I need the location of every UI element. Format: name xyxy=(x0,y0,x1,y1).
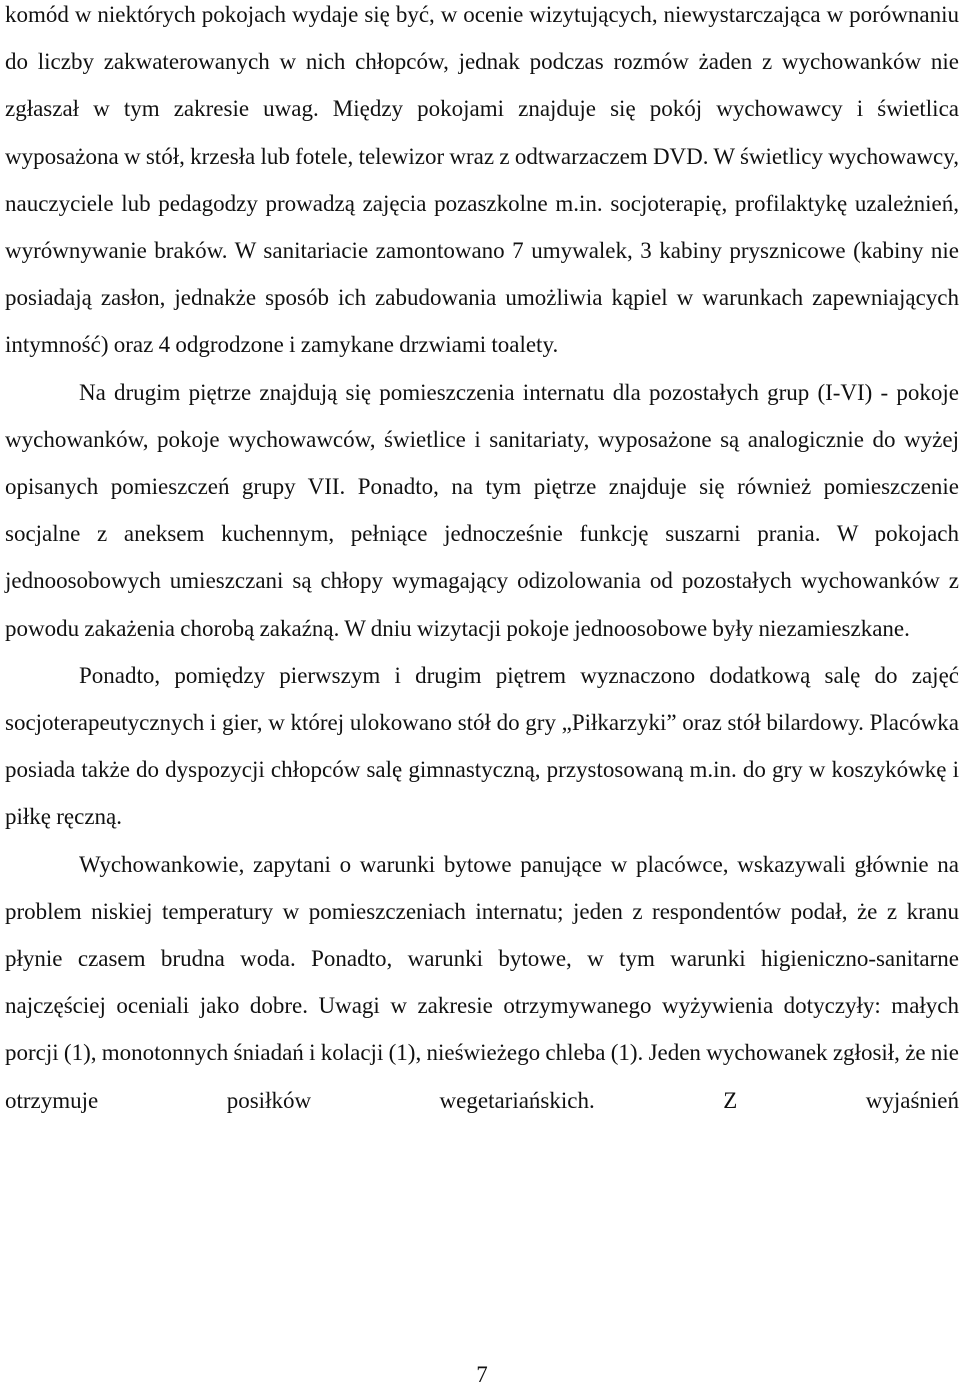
paragraph-3: Ponadto, pomiędzy pierwszym i drugim piętrem wyznaczono dodatkową salę do zajęć socjoterapeutycznych i gier, w której ulokowano stół do gry „Piłkarzyki” oraz stół bilardowy. Placówka posiada także do dyspozycji chłopców salę gimnastyczną, przystosowaną m.in. do gry w koszykówkę i piłkę ręczną. xyxy=(5,662,959,830)
page-number: 7 xyxy=(476,1362,488,1387)
paragraph-2: Na drugim piętrze znajdują się pomieszczenia internatu dla pozostałych grup (I-VI) - pokoje wychowanków, pokoje wychowawców, świetlice i sanitariaty, wyposażone są analogicznie do wyżej opisanych pomieszczeń grupy VII. Ponadto, na tym piętrze znajduje się również pomieszczenie socjalne z aneksem kuchennym, pełniące jednocześnie funkcję suszarni prania. W pokojach jednoosobowych umieszczani są chłopy wymagający odizolowania od pozostałych wychowanków z powodu zakażenia chorobą zakaźną. W dniu wizytacji pokoje jednoosobowe były niezamieszkane. xyxy=(5,379,959,641)
document-page xyxy=(5,0,959,1393)
paragraph-1: komód w niektórych pokojach wydaje się być, w ocenie wizytujących, niewystarczająca w porównaniu do liczby zakwaterowanych w nich chłopców, jednak podczas rozmów żaden z wychowanków nie zgłaszał w tym zakresie uwag. Między pokojami znajduje się pokój wychowawcy i świetlica wyposażona w stół, krzesła lub fotele, telewizor wraz z odtwarzaczem DVD. W świetlicy wychowawcy, nauczyciele lub pedagodzy prowadzą zajęcia pozaszkolne m.in. socjoterapię, profilaktykę uzależnień, wyrównywanie braków. W sanitariacie zamontowano 7 umywalek, 3 kabiny prysznicowe (kabiny nie posiadają zasłon, jednakże sposób ich zabudowania umożliwia kąpiel w warunkach zapewniających intymność) oraz 4 odgrodzone i zamykane drzwiami toalety. xyxy=(5,2,959,358)
paragraph-4: Wychowankowie, zapytani o warunki bytowe panujące w placówce, wskazywali głównie na problem niskiej temperatury w pomieszczeniach internatu; jeden z respondentów podał, że z kranu płynie czasem brudna woda. Ponadto, warunki bytowe, w tym warunki higieniczno-sanitarne najczęściej oceniali jako dobre. Uwagi w zakresie otrzymywanego wyżywienia dotyczyły: małych porcji (1), monotonnych śniadań i kolacji (1), nieświeżego chleba (1). Jeden wychowanek zgłosił, że nie otrzymuje posiłków wegetariańskich. Z wyjaśnień xyxy=(5,851,959,1113)
